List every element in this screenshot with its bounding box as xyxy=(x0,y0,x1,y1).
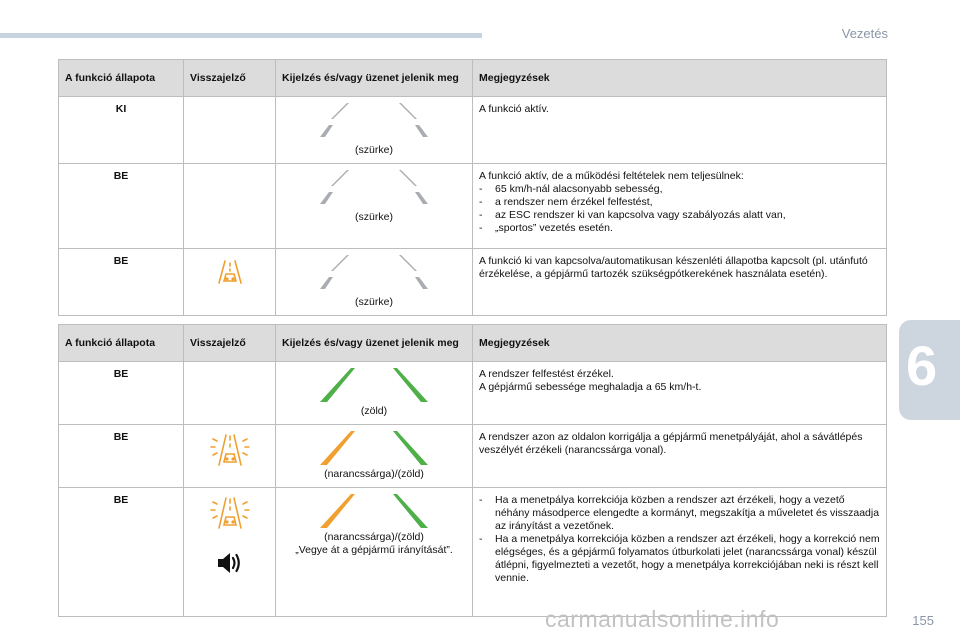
table-row xyxy=(59,488,887,617)
lane-lines-gray-icon xyxy=(319,255,429,293)
col-header-state: A funkció állapota xyxy=(59,60,184,97)
lane-lines-green-icon xyxy=(319,368,429,402)
display-cell xyxy=(276,488,473,617)
display-caption: (narancssárga)/(zöld) xyxy=(324,468,424,480)
display-cell xyxy=(276,425,473,488)
state-cell: BE xyxy=(59,425,184,488)
notes-cell xyxy=(473,488,887,617)
indicator-cell xyxy=(184,362,276,425)
note-text: A gépjármű sebessége meghaladja a 65 km/h-t. xyxy=(479,381,702,393)
display-cell xyxy=(276,362,473,425)
bullet-item: - az ESC rendszer ki van kapcsolva vagy szabályozás alatt van, xyxy=(479,209,786,221)
lane-assist-active-icon xyxy=(210,431,250,469)
note-text: A funkció aktív, de a működési feltételek nem teljesülnek: xyxy=(479,170,744,182)
display-cell xyxy=(276,164,473,249)
bullet-item: - „sportos” vezetés esetén. xyxy=(479,222,613,234)
display-caption: (zöld) xyxy=(360,405,388,417)
state-cell: BE xyxy=(59,164,184,249)
indicator-cell xyxy=(184,164,276,249)
function-state-table-1 xyxy=(58,59,887,316)
bullet-item: - 65 km/h-nál alacsonyabb sebesség, xyxy=(479,183,663,195)
display-caption: (narancssárga)/(zöld) xyxy=(324,531,424,543)
lane-lines-orange-green-icon xyxy=(319,494,429,528)
state-cell: BE xyxy=(59,488,184,617)
note-text: A funkció ki van kapcsolva/automatikusan készenléti állapotba kapcsolt (pl. utánfutó érzékelése, a gépjármű tartozék szükségpótkerekének használata esetén). xyxy=(479,255,868,280)
lane-assist-warning-icon xyxy=(215,259,245,285)
display-cell xyxy=(276,97,473,164)
table-header-row xyxy=(59,60,887,97)
chapter-number: 6 xyxy=(906,334,938,397)
notes-cell xyxy=(473,362,887,425)
col-header-notes: Megjegyzések xyxy=(473,325,887,362)
function-state-table-2 xyxy=(58,324,887,617)
note-text: A rendszer felfestést érzékel. xyxy=(479,368,614,380)
col-header-indicator: Visszajelző xyxy=(184,325,276,362)
col-header-indicator: Visszajelző xyxy=(184,60,276,97)
notes-cell xyxy=(473,249,887,316)
col-header-notes: Megjegyzések xyxy=(473,60,887,97)
indicator-cell xyxy=(184,425,276,488)
col-header-display: Kijelzés és/vagy üzenet jelenik meg xyxy=(276,325,473,362)
state-cell: BE xyxy=(59,249,184,316)
lane-lines-orange-green-icon xyxy=(319,431,429,465)
note-text: A rendszer azon az oldalon korrigálja a gépjármű menetpályáját, ahol a sávátlépés veszélyét érzékeli (narancssárga vonal). xyxy=(479,431,863,456)
note-text: A funkció aktív. xyxy=(479,103,549,115)
lane-lines-gray-icon xyxy=(319,103,429,141)
table-row xyxy=(59,164,887,249)
bullet-item: - a rendszer nem érzékel felfestést, xyxy=(479,196,653,208)
bullet-item: - Ha a menetpálya korrekciója közben a rendszer azt érzékeli, hogy a vezető néhány másodperce elengedte a kormányt, megszakítja a műveletet és visszaadja az irányítást a vezetőnek. xyxy=(479,494,880,532)
state-cell: KI xyxy=(59,97,184,164)
display-message: „Vegye át a gépjármű irányítását”. xyxy=(295,544,453,556)
col-header-state: A funkció állapota xyxy=(59,325,184,362)
notes-cell xyxy=(473,425,887,488)
table-row xyxy=(59,425,887,488)
speaker-icon xyxy=(215,548,245,578)
display-cell xyxy=(276,249,473,316)
col-header-display: Kijelzés és/vagy üzenet jelenik meg xyxy=(276,60,473,97)
page-number: 155 xyxy=(912,613,934,628)
notes-cell xyxy=(473,97,887,164)
table-row xyxy=(59,97,887,164)
lane-lines-gray-icon xyxy=(319,170,429,208)
display-caption: (szürke) xyxy=(355,211,393,223)
state-cell: BE xyxy=(59,362,184,425)
top-accent-bar xyxy=(0,33,482,38)
watermark: carmanualsonline.info xyxy=(545,606,780,632)
lane-assist-active-icon xyxy=(210,494,250,532)
notes-cell xyxy=(473,164,887,249)
table-row xyxy=(59,249,887,316)
section-title: Vezetés xyxy=(841,26,888,41)
bullet-item: - Ha a menetpálya korrekciója közben a rendszer azt érzékeli, hogy a korrekció nem elégséges, és a gépjármű folyamatos útburkolati jelet (narancssárga vonal) készül átlépni, figyelmezteti a vezetőt, hogy a menetpálya korrekciójában neki is részt kell vennie. xyxy=(479,533,880,584)
table-header-row xyxy=(59,325,887,362)
display-caption: (szürke) xyxy=(355,144,393,156)
indicator-cell xyxy=(184,249,276,316)
display-caption: (szürke) xyxy=(355,296,393,308)
indicator-cell xyxy=(184,488,276,617)
table-row xyxy=(59,362,887,425)
indicator-cell xyxy=(184,97,276,164)
